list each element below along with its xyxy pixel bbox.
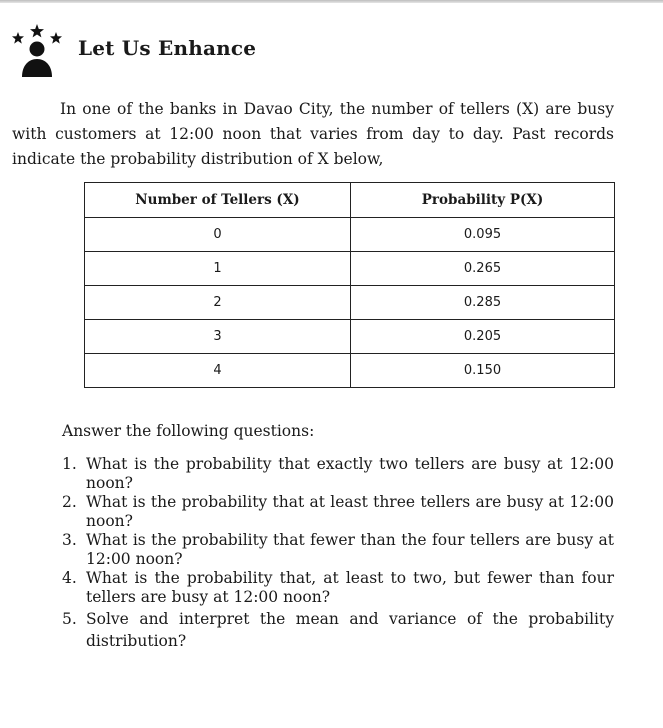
- intro-paragraph-text: In one of the banks in Davao City, the number of tellers (X) are busy with customers at 12:00 noon that varies from day to day. Past records indicate the probability distribution of X below,: [12, 100, 614, 168]
- question-number: 3.: [62, 531, 77, 549]
- cell-tellers: 1: [85, 252, 351, 286]
- question-item: [62, 531, 614, 568]
- question-number: 4.: [62, 569, 77, 587]
- question-number: 1.: [62, 455, 77, 473]
- star-icon: [12, 32, 24, 44]
- cell-probability: 0.265: [351, 252, 615, 286]
- section-heading: Let Us Enhance: [78, 36, 257, 60]
- questions-list: [62, 455, 614, 652]
- probability-table: [84, 182, 615, 388]
- star-icon: [30, 24, 44, 37]
- question-item: [62, 493, 614, 530]
- question-number: 2.: [62, 493, 77, 511]
- table-row: [85, 252, 615, 286]
- top-rule: [0, 0, 663, 3]
- person-with-stars-icon: [10, 22, 64, 78]
- cell-tellers: 3: [85, 320, 351, 354]
- table-row: [85, 320, 615, 354]
- cell-probability: 0.205: [351, 320, 615, 354]
- person-body: [22, 59, 52, 77]
- table-row: [85, 354, 615, 388]
- question-item: [62, 455, 614, 492]
- question-text: What is the probability that, at least to two, but fewer than four tellers are busy at 12:00 noon?: [86, 569, 614, 606]
- cell-probability: 0.150: [351, 354, 615, 388]
- column-header-tellers: Number of Tellers (X): [85, 183, 351, 218]
- questions-intro: Answer the following questions:: [62, 422, 315, 440]
- question-text: What is the probability that fewer than the four tellers are busy at 12:00 noon?: [86, 531, 614, 568]
- question-text: Solve and interpret the mean and variance of the probability distribution?: [86, 610, 614, 650]
- column-header-probability: Probability P(X): [351, 183, 615, 218]
- table-row: [85, 218, 615, 252]
- question-text: What is the probability that at least three tellers are busy at 12:00 noon?: [86, 493, 614, 530]
- cell-tellers: 2: [85, 286, 351, 320]
- cell-tellers: 0: [85, 218, 351, 252]
- question-item: [62, 569, 614, 606]
- intro-paragraph: [12, 97, 614, 172]
- table-header-row: [85, 183, 615, 218]
- cell-probability: 0.285: [351, 286, 615, 320]
- star-icon: [50, 32, 62, 44]
- person-head: [30, 42, 45, 57]
- cell-tellers: 4: [85, 354, 351, 388]
- question-item: [62, 608, 614, 652]
- cell-probability: 0.095: [351, 218, 615, 252]
- table-row: [85, 286, 615, 320]
- question-text: What is the probability that exactly two tellers are busy at 12:00 noon?: [86, 455, 614, 492]
- question-number: 5.: [62, 610, 77, 628]
